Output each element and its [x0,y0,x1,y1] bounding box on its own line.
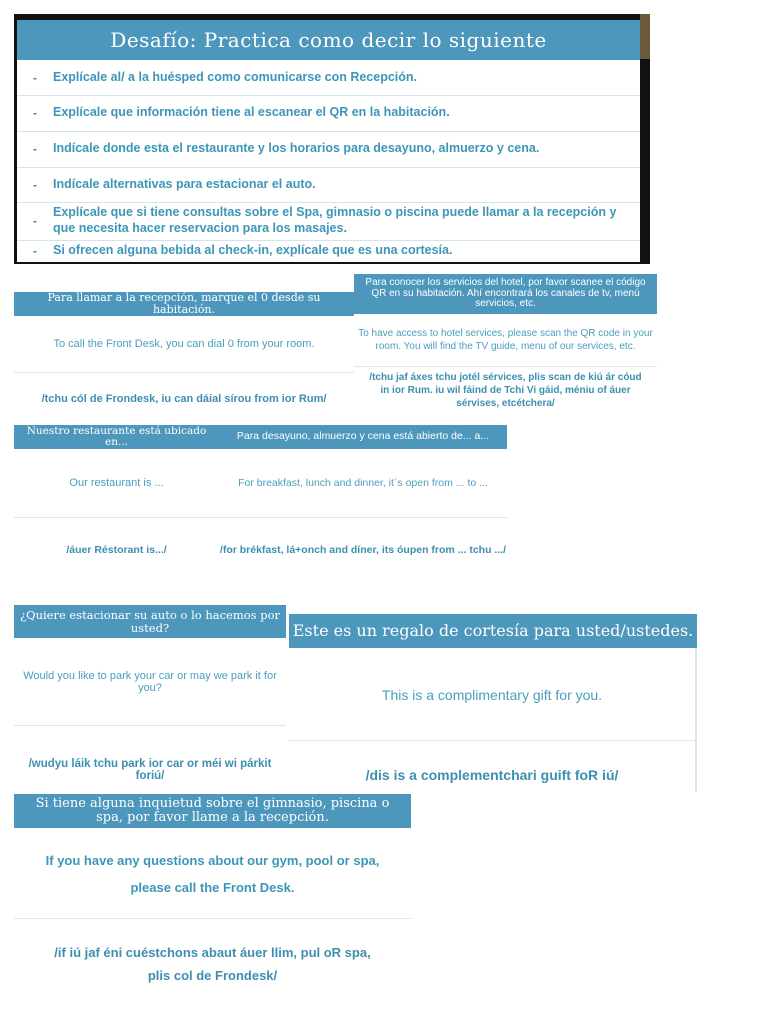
challenge-item-dash: - [32,142,38,156]
challenge-item-text: Indícale donde esta el restaurante y los horarios para desayuno, almuerzo y cena. [53,141,540,156]
gym-phonetic-line-2: plis col de Frondesk/ [147,967,278,983]
challenge-item-dash: - [32,244,38,258]
divider [14,725,286,726]
parking-header: ¿Quiere estacionar su auto o lo hacemos por usted? [14,605,286,638]
gift-english: This is a complimentary gift for you. [381,687,603,703]
restaurant-english: Our restaurant is ... [69,477,164,489]
challenge-item-text: Indícale alternativas para estacionar el auto. [53,176,316,191]
divider [289,740,695,741]
challenge-item [17,60,640,96]
challenge-item-dash: - [32,106,38,120]
challenge-inner [17,20,640,262]
gym-english-line-1: If you have any questions about our gym, pool or spa, [45,852,380,868]
gift-phonetic: /dis is a complementchari guift foR iú/ [365,767,619,783]
challenge-box [14,14,650,264]
challenge-item-text: Explícale que información tiene al escanear el QR en la habitación. [53,105,450,120]
hours-english: For breakfast, lunch and dinner, it´s open from ... to ... [238,477,488,489]
challenge-item-dash: - [32,214,38,228]
front-desk-header: Para llamar a la recepción, marque el 0 desde su habitación. [14,292,354,316]
divider [14,372,354,373]
challenge-item-text: Explícale que si tiene consultas sobre el Spa, gimnasio o piscina puede llamar a la recepción y que necesita hacer reservacion para los masajes. [53,205,617,235]
gym-english-line-2: please call the Front Desk. [130,879,295,895]
gift-header: Este es un regalo de cortesía para usted/ustedes. [289,614,697,648]
gym-phonetic-line-1: /if iú jaf éni cuéstchons abaut áuer llim, pul oR spa, [54,944,371,960]
challenge-item-text: Explícale al/ a la huésped como comunicarse con Recepción. [53,69,418,84]
qr-phonetic: /tchu jaf áxes tchu jotél sérvices, plis scan de kiú ár cóud in ior Rum. iu wil fáind de Tchi Vi gáid, méniu of áuer sérvises, etcétchera/ [369,371,642,409]
side-thumbnail [640,14,650,59]
challenge-item [17,202,640,241]
qr-english: To have access to hotel services, please scan the QR code in your room. You will find the TV guide, menu of our services, etc. [358,328,653,352]
divider [14,517,219,518]
challenge-item-dash: - [32,177,38,192]
challenge-item-text: Si ofrecen alguna bebida al check-in, explícale que es una cortesía. [53,243,453,258]
parking-phonetic: /wudyu láik tchu park ior car or méi wi párkit foriú/ [28,758,272,782]
divider [14,918,411,919]
hours-header: Para desayuno, almuerzo y cena está abierto de... a... [219,425,507,449]
restaurant-header: Nuestro restaurante está ubicado en... [14,425,219,449]
challenge-item [17,131,640,168]
challenge-item [17,240,640,262]
challenge-item [17,95,640,132]
front-desk-english: To call the Front Desk, you can dial 0 from your room. [53,338,315,350]
challenge-item [17,167,640,203]
gym-header: Si tiene alguna inquietud sobre el gimnasio, piscina o spa, por favor llame a la recepción. [14,794,411,828]
qr-header: Para conocer los servicios del hotel, por favor scanee el código QR en su habitación. Ahí encontrará los canales de tv, menú servicios, etc. [354,274,657,314]
challenge-title: Desafío: Practica como decir lo siguiente [17,20,640,60]
divider [219,517,507,518]
challenge-item-dash: - [32,70,38,85]
hours-phonetic: /for brékfast, lá+onch and díner, its óupen from ... tchu .../ [219,544,507,556]
divider [354,366,657,367]
parking-english: Would you like to park your car or may we park it for you? [23,670,277,694]
front-desk-phonetic: /tchu cól de Frondesk, iu can dáial sírou from ior Rum/ [41,393,327,405]
restaurant-phonetic: /áuer Réstorant is.../ [66,544,167,556]
